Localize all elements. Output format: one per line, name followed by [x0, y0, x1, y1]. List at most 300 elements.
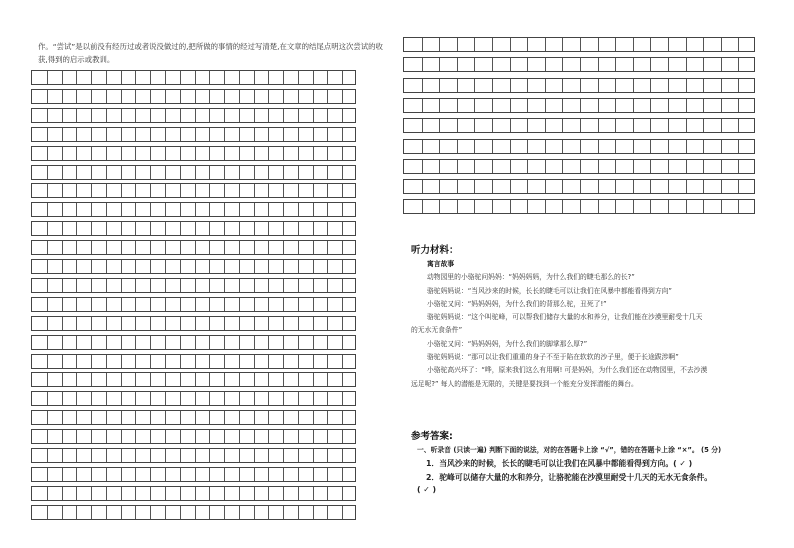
grid-cell-divider	[615, 119, 616, 132]
grid-cell-divider	[165, 430, 166, 443]
grid-row	[403, 78, 755, 93]
grid-cell-divider	[738, 140, 739, 153]
grid-cell-divider	[209, 184, 210, 197]
grid-cell-divider	[239, 109, 240, 122]
grid-cell-divider	[268, 184, 269, 197]
grid-cell-divider	[313, 279, 314, 292]
grid-cell-divider	[254, 317, 255, 330]
grid-cell-divider	[165, 128, 166, 141]
grid-cell-divider	[545, 38, 546, 51]
grid-cell-divider	[298, 222, 299, 235]
grid-cell-divider	[62, 260, 63, 273]
grid-cell-divider	[615, 160, 616, 173]
grid-cell-divider	[165, 487, 166, 500]
grid-cell-divider	[298, 336, 299, 349]
grid-cell-divider	[239, 279, 240, 292]
grid-cell-divider	[283, 109, 284, 122]
grid-cell-divider	[327, 355, 328, 368]
grid-cell-divider	[195, 506, 196, 519]
answer-item-1: 1．当风沙来的时候，长长的睫毛可以让我们在风暴中都能看得到方向。( ✓ )	[426, 459, 693, 468]
grid-cell-divider	[135, 317, 136, 330]
grid-row	[403, 139, 755, 154]
grid-cell-divider	[562, 79, 563, 92]
grid-cell-divider	[615, 58, 616, 71]
grid-cell-divider	[91, 449, 92, 462]
grid-cell-divider	[106, 184, 107, 197]
grid-cell-divider	[298, 71, 299, 84]
grid-cell-divider	[313, 241, 314, 254]
grid-cell-divider	[121, 506, 122, 519]
grid-cell-divider	[268, 241, 269, 254]
grid-cell-divider	[422, 119, 423, 132]
grid-cell-divider	[165, 468, 166, 481]
grid-cell-divider	[91, 487, 92, 500]
grid-cell-divider	[327, 317, 328, 330]
grid-cell-divider	[121, 298, 122, 311]
grid-cell-divider	[313, 336, 314, 349]
grid-cell-divider	[342, 430, 343, 443]
grid-cell-divider	[150, 487, 151, 500]
grid-cell-divider	[121, 373, 122, 386]
grid-cell-divider	[180, 468, 181, 481]
grid-cell-divider	[150, 355, 151, 368]
grid-cell-divider	[268, 279, 269, 292]
grid-cell-divider	[62, 184, 63, 197]
grid-cell-divider	[268, 222, 269, 235]
grid-row	[403, 98, 755, 113]
grid-cell-divider	[545, 200, 546, 213]
grid-cell-divider	[474, 180, 475, 193]
grid-cell-divider	[686, 99, 687, 112]
grid-cell-divider	[738, 79, 739, 92]
grid-cell-divider	[668, 180, 669, 193]
grid-cell-divider	[121, 411, 122, 424]
grid-cell-divider	[121, 109, 122, 122]
grid-cell-divider	[62, 411, 63, 424]
grid-cell-divider	[738, 58, 739, 71]
grid-cell-divider	[135, 449, 136, 462]
grid-cell-divider	[283, 336, 284, 349]
grid-cell-divider	[615, 200, 616, 213]
grid-cell-divider	[668, 140, 669, 153]
grid-cell-divider	[239, 506, 240, 519]
grid-cell-divider	[47, 260, 48, 273]
grid-cell-divider	[121, 241, 122, 254]
grid-cell-divider	[580, 160, 581, 173]
grid-cell-divider	[224, 260, 225, 273]
grid-cell-divider	[195, 298, 196, 311]
grid-cell-divider	[121, 147, 122, 160]
grid-cell-divider	[209, 241, 210, 254]
reference-answers	[411, 444, 771, 496]
grid-cell-divider	[527, 38, 528, 51]
grid-cell-divider	[721, 140, 722, 153]
grid-cell-divider	[298, 109, 299, 122]
grid-cell-divider	[615, 180, 616, 193]
grid-cell-divider	[457, 200, 458, 213]
essay-prompt: 作。“尝试”是以前没有经历过或者说没做过的,把所做的事情的经过写清楚,在文章的结尾点明这次尝试的收获,得到的启示或教训。	[38, 42, 383, 64]
grid-cell-divider	[545, 140, 546, 153]
grid-cell-divider	[422, 38, 423, 51]
grid-cell-divider	[224, 279, 225, 292]
grid-cell-divider	[135, 90, 136, 103]
grid-cell-divider	[195, 487, 196, 500]
grid-cell-divider	[180, 487, 181, 500]
grid-cell-divider	[738, 38, 739, 51]
grid-cell-divider	[135, 109, 136, 122]
grid-cell-divider	[268, 449, 269, 462]
grid-cell-divider	[474, 140, 475, 153]
grid-cell-divider	[180, 128, 181, 141]
grid-cell-divider	[239, 355, 240, 368]
grid-cell-divider	[135, 203, 136, 216]
grid-cell-divider	[283, 373, 284, 386]
grid-cell-divider	[121, 355, 122, 368]
grid-cell-divider	[121, 260, 122, 273]
grid-cell-divider	[195, 241, 196, 254]
grid-cell-divider	[180, 166, 181, 179]
grid-cell-divider	[135, 468, 136, 481]
grid-cell-divider	[283, 449, 284, 462]
grid-cell-divider	[527, 200, 528, 213]
grid-cell-divider	[135, 392, 136, 405]
grid-cell-divider	[62, 355, 63, 368]
grid-cell-divider	[150, 128, 151, 141]
grid-cell-divider	[224, 336, 225, 349]
grid-cell-divider	[224, 298, 225, 311]
grid-cell-divider	[47, 241, 48, 254]
grid-cell-divider	[76, 317, 77, 330]
grid-row	[31, 372, 356, 387]
grid-cell-divider	[313, 128, 314, 141]
grid-cell-divider	[254, 222, 255, 235]
grid-cell-divider	[62, 279, 63, 292]
grid-cell-divider	[91, 184, 92, 197]
grid-cell-divider	[209, 147, 210, 160]
grid-cell-divider	[703, 99, 704, 112]
grid-cell-divider	[121, 430, 122, 443]
grid-cell-divider	[47, 317, 48, 330]
grid-cell-divider	[195, 392, 196, 405]
grid-cell-divider	[598, 79, 599, 92]
grid-cell-divider	[703, 160, 704, 173]
grid-cell-divider	[686, 200, 687, 213]
grid-cell-divider	[224, 203, 225, 216]
grid-cell-divider	[313, 109, 314, 122]
grid-cell-divider	[62, 336, 63, 349]
story-title: 寓言故事	[427, 260, 455, 268]
grid-cell-divider	[313, 468, 314, 481]
grid-cell-divider	[150, 298, 151, 311]
grid-cell-divider	[91, 506, 92, 519]
grid-cell-divider	[422, 160, 423, 173]
grid-cell-divider	[268, 468, 269, 481]
grid-cell-divider	[422, 58, 423, 71]
grid-cell-divider	[298, 241, 299, 254]
grid-cell-divider	[62, 430, 63, 443]
grid-row	[403, 37, 755, 52]
grid-cell-divider	[76, 373, 77, 386]
grid-cell-divider	[135, 166, 136, 179]
grid-cell-divider	[239, 71, 240, 84]
grid-cell-divider	[721, 99, 722, 112]
grid-cell-divider	[327, 468, 328, 481]
grid-cell-divider	[135, 71, 136, 84]
grid-cell-divider	[510, 58, 511, 71]
grid-cell-divider	[327, 336, 328, 349]
grid-cell-divider	[224, 317, 225, 330]
grid-cell-divider	[106, 260, 107, 273]
grid-cell-divider	[224, 449, 225, 462]
grid-cell-divider	[615, 99, 616, 112]
grid-cell-divider	[342, 109, 343, 122]
grid-cell-divider	[180, 430, 181, 443]
grid-cell-divider	[342, 279, 343, 292]
grid-cell-divider	[668, 58, 669, 71]
answer-question-1: 一、听录音 (只读一遍) 判断下面的说法，对的在答题卡上涂 “√”，错的在答题卡上涂 “×”。 (5 分)	[417, 446, 722, 454]
grid-cell-divider	[209, 260, 210, 273]
grid-cell-divider	[209, 373, 210, 386]
grid-cell-divider	[327, 298, 328, 311]
grid-cell-divider	[298, 298, 299, 311]
grid-cell-divider	[165, 203, 166, 216]
grid-cell-divider	[135, 430, 136, 443]
grid-cell-divider	[135, 147, 136, 160]
grid-cell-divider	[165, 317, 166, 330]
grid-cell-divider	[327, 241, 328, 254]
grid-cell-divider	[545, 79, 546, 92]
grid-cell-divider	[313, 430, 314, 443]
grid-cell-divider	[527, 58, 528, 71]
grid-cell-divider	[342, 241, 343, 254]
grid-cell-divider	[298, 166, 299, 179]
grid-cell-divider	[545, 99, 546, 112]
grid-cell-divider	[268, 373, 269, 386]
grid-row	[31, 410, 356, 425]
grid-cell-divider	[738, 180, 739, 193]
grid-cell-divider	[239, 449, 240, 462]
grid-cell-divider	[283, 487, 284, 500]
grid-cell-divider	[268, 203, 269, 216]
grid-cell-divider	[283, 317, 284, 330]
grid-cell-divider	[313, 222, 314, 235]
grid-cell-divider	[121, 166, 122, 179]
grid-cell-divider	[239, 392, 240, 405]
grid-cell-divider	[47, 184, 48, 197]
grid-cell-divider	[239, 260, 240, 273]
grid-cell-divider	[439, 38, 440, 51]
grid-cell-divider	[327, 128, 328, 141]
grid-cell-divider	[457, 140, 458, 153]
grid-cell-divider	[268, 109, 269, 122]
grid-cell-divider	[283, 430, 284, 443]
grid-cell-divider	[439, 200, 440, 213]
grid-cell-divider	[633, 79, 634, 92]
grid-cell-divider	[422, 180, 423, 193]
grid-cell-divider	[62, 109, 63, 122]
grid-cell-divider	[474, 119, 475, 132]
grid-cell-divider	[342, 317, 343, 330]
grid-cell-divider	[209, 109, 210, 122]
grid-cell-divider	[474, 99, 475, 112]
grid-cell-divider	[91, 317, 92, 330]
grid-cell-divider	[439, 119, 440, 132]
grid-cell-divider	[91, 392, 92, 405]
grid-cell-divider	[721, 79, 722, 92]
grid-cell-divider	[91, 411, 92, 424]
grid-row	[31, 316, 356, 331]
grid-cell-divider	[47, 392, 48, 405]
listening-line: 骆驼妈妈说：“当风沙来的时候，长长的睫毛可以让我们在风暴中都能看得到方向”	[427, 286, 672, 295]
grid-cell-divider	[474, 160, 475, 173]
grid-cell-divider	[195, 128, 196, 141]
grid-cell-divider	[47, 336, 48, 349]
grid-cell-divider	[106, 373, 107, 386]
grid-cell-divider	[283, 279, 284, 292]
grid-cell-divider	[268, 336, 269, 349]
grid-cell-divider	[62, 90, 63, 103]
grid-cell-divider	[562, 119, 563, 132]
grid-cell-divider	[422, 140, 423, 153]
grid-cell-divider	[298, 392, 299, 405]
grid-row	[31, 70, 356, 85]
grid-cell-divider	[650, 79, 651, 92]
grid-cell-divider	[510, 180, 511, 193]
grid-cell-divider	[668, 160, 669, 173]
grid-cell-divider	[686, 119, 687, 132]
grid-cell-divider	[313, 184, 314, 197]
grid-cell-divider	[633, 160, 634, 173]
grid-cell-divider	[62, 449, 63, 462]
grid-cell-divider	[47, 71, 48, 84]
grid-cell-divider	[254, 336, 255, 349]
grid-cell-divider	[195, 90, 196, 103]
listening-line: 小骆驼高兴坏了：“哗，原来我们这么有用啊! 可是妈妈，为什么我们还在动物园里，不去沙漠	[427, 366, 708, 375]
grid-cell-divider	[633, 140, 634, 153]
grid-cell-divider	[283, 468, 284, 481]
grid-cell-divider	[47, 166, 48, 179]
grid-cell-divider	[224, 147, 225, 160]
grid-cell-divider	[342, 298, 343, 311]
grid-cell-divider	[439, 58, 440, 71]
grid-cell-divider	[62, 203, 63, 216]
grid-cell-divider	[150, 222, 151, 235]
grid-cell-divider	[150, 184, 151, 197]
grid-cell-divider	[313, 449, 314, 462]
grid-cell-divider	[239, 298, 240, 311]
grid-cell-divider	[209, 506, 210, 519]
grid-cell-divider	[474, 79, 475, 92]
grid-cell-divider	[121, 449, 122, 462]
grid-cell-divider	[180, 373, 181, 386]
grid-cell-divider	[62, 71, 63, 84]
grid-cell-divider	[298, 355, 299, 368]
grid-cell-divider	[562, 160, 563, 173]
grid-cell-divider	[165, 109, 166, 122]
grid-cell-divider	[150, 279, 151, 292]
grid-cell-divider	[615, 140, 616, 153]
grid-cell-divider	[254, 392, 255, 405]
grid-cell-divider	[224, 166, 225, 179]
grid-cell-divider	[298, 449, 299, 462]
grid-cell-divider	[106, 336, 107, 349]
grid-cell-divider	[313, 71, 314, 84]
grid-cell-divider	[298, 128, 299, 141]
grid-cell-divider	[313, 147, 314, 160]
grid-cell-divider	[62, 241, 63, 254]
grid-cell-divider	[180, 506, 181, 519]
grid-cell-divider	[180, 260, 181, 273]
grid-cell-divider	[268, 411, 269, 424]
grid-cell-divider	[527, 180, 528, 193]
grid-cell-divider	[313, 411, 314, 424]
grid-cell-divider	[254, 109, 255, 122]
grid-cell-divider	[47, 203, 48, 216]
grid-cell-divider	[165, 279, 166, 292]
grid-cell-divider	[598, 140, 599, 153]
grid-cell-divider	[150, 317, 151, 330]
grid-cell-divider	[650, 160, 651, 173]
grid-cell-divider	[91, 355, 92, 368]
grid-cell-divider	[283, 222, 284, 235]
grid-cell-divider	[106, 430, 107, 443]
grid-cell-divider	[150, 203, 151, 216]
grid-cell-divider	[121, 392, 122, 405]
grid-cell-divider	[106, 411, 107, 424]
answer-item-2-mark: ( ✓ )	[417, 485, 437, 494]
grid-cell-divider	[150, 506, 151, 519]
grid-cell-divider	[224, 468, 225, 481]
grid-cell-divider	[342, 411, 343, 424]
grid-cell-divider	[721, 58, 722, 71]
grid-cell-divider	[224, 506, 225, 519]
grid-cell-divider	[195, 449, 196, 462]
grid-cell-divider	[106, 166, 107, 179]
grid-cell-divider	[76, 506, 77, 519]
listening-line: 骆驼妈妈说：“这个叫驼峰，可以帮我们储存大量的水和养分，让我们能在沙漠里耐受十几天	[427, 313, 703, 322]
grid-cell-divider	[47, 147, 48, 160]
grid-cell-divider	[313, 166, 314, 179]
grid-cell-divider	[239, 430, 240, 443]
grid-cell-divider	[239, 373, 240, 386]
grid-cell-divider	[224, 411, 225, 424]
grid-cell-divider	[106, 128, 107, 141]
grid-cell-divider	[121, 317, 122, 330]
grid-cell-divider	[224, 355, 225, 368]
grid-cell-divider	[457, 160, 458, 173]
grid-cell-divider	[195, 147, 196, 160]
grid-cell-divider	[738, 200, 739, 213]
grid-cell-divider	[239, 90, 240, 103]
grid-cell-divider	[254, 71, 255, 84]
grid-cell-divider	[703, 58, 704, 71]
grid-cell-divider	[106, 90, 107, 103]
grid-cell-divider	[106, 355, 107, 368]
grid-cell-divider	[254, 449, 255, 462]
grid-cell-divider	[47, 355, 48, 368]
grid-cell-divider	[313, 373, 314, 386]
grid-cell-divider	[457, 38, 458, 51]
grid-cell-divider	[457, 79, 458, 92]
grid-cell-divider	[492, 38, 493, 51]
grid-cell-divider	[239, 241, 240, 254]
grid-cell-divider	[209, 298, 210, 311]
grid-cell-divider	[239, 487, 240, 500]
listening-heading: 听力材料：	[411, 245, 459, 256]
grid-cell-divider	[650, 38, 651, 51]
grid-cell-divider	[165, 147, 166, 160]
grid-cell-divider	[121, 487, 122, 500]
